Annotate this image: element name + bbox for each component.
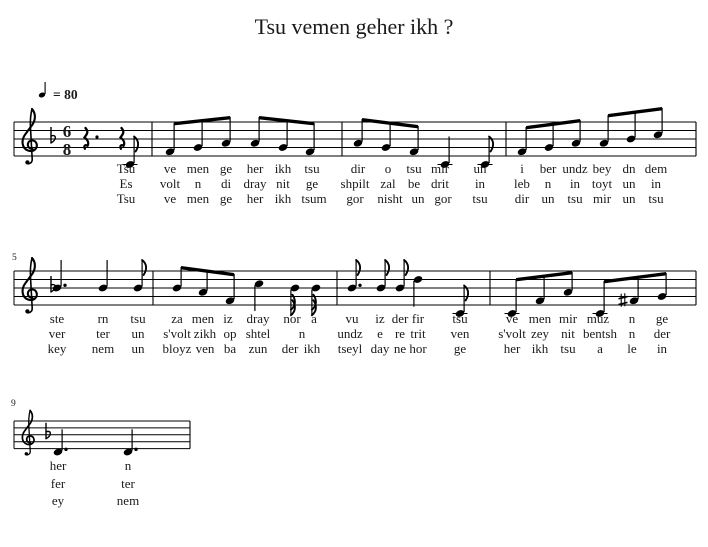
lyric-syllable: ge bbox=[655, 311, 669, 326]
lyric-syllable: ven bbox=[450, 326, 470, 341]
tempo-text: = 80 bbox=[53, 87, 78, 102]
time-signature-denominator: 8 bbox=[62, 140, 72, 159]
lyric-syllable: nit bbox=[276, 176, 290, 191]
lyric-syllable: di bbox=[220, 176, 232, 191]
quarter-rest-icon bbox=[120, 128, 124, 149]
lyric-syllable: toyt bbox=[591, 176, 613, 191]
lyric-syllable: nem bbox=[91, 341, 115, 356]
lyric-syllable: ne bbox=[393, 341, 407, 356]
note-flag bbox=[142, 260, 146, 275]
measure-number: 5 bbox=[12, 253, 17, 263]
lyric-syllable: e bbox=[377, 326, 383, 341]
lyric-syllable: her bbox=[49, 458, 67, 473]
lyric-syllable: bey bbox=[592, 161, 612, 176]
measure-number: 9 bbox=[11, 399, 16, 409]
lyric-syllable: dn bbox=[622, 161, 636, 176]
lyric-syllable: Es bbox=[119, 176, 133, 191]
lyric-syllable: iz bbox=[223, 311, 233, 326]
lyric-syllable: in bbox=[650, 176, 662, 191]
lyric-syllable: tsu bbox=[648, 191, 664, 206]
lyric-syllable: dem bbox=[644, 161, 668, 176]
quarter-rest-icon bbox=[84, 128, 88, 149]
lyric-syllable: bloyz bbox=[162, 341, 192, 356]
lyric-syllable: gor bbox=[434, 191, 452, 206]
lyric-syllable: undz bbox=[562, 161, 588, 176]
lyric-syllable: her bbox=[246, 161, 264, 176]
lyric-syllable: nor bbox=[283, 311, 301, 326]
lyric-syllable: i bbox=[520, 161, 524, 176]
lyric-syllable: muz bbox=[586, 311, 610, 326]
lyric-syllable: za bbox=[171, 311, 183, 326]
lyric-syllable: trit bbox=[410, 326, 426, 341]
lyric-syllable: ikh bbox=[274, 161, 292, 176]
note-dot bbox=[63, 284, 66, 287]
lyric-syllable: ikh bbox=[531, 341, 549, 356]
lyric-syllable: ge bbox=[453, 341, 467, 356]
lyric-syllable: der bbox=[391, 311, 409, 326]
time-signature-numerator: 6 bbox=[62, 122, 72, 141]
lyric-syllable: mir bbox=[558, 311, 578, 326]
lyric-syllable: volt bbox=[159, 176, 181, 191]
lyric-syllable: tseyl bbox=[337, 341, 363, 356]
lyric-syllable: tsu bbox=[304, 161, 320, 176]
treble-clef-icon bbox=[23, 109, 37, 151]
lyric-syllable: un bbox=[622, 176, 636, 191]
lyric-syllable: re bbox=[394, 326, 406, 341]
lyric-syllable: un bbox=[131, 341, 145, 356]
lyric-syllable: ven bbox=[195, 341, 215, 356]
lyric-syllable: dray bbox=[243, 176, 267, 191]
lyric-syllable: Tsu bbox=[116, 161, 136, 176]
lyric-syllable: shtel bbox=[245, 326, 271, 341]
lyric-syllable: ikh bbox=[274, 191, 292, 206]
lyric-syllable: men bbox=[191, 311, 215, 326]
note-flag bbox=[385, 260, 389, 275]
lyric-syllable: n bbox=[628, 311, 636, 326]
lyric-syllable: ey bbox=[51, 493, 65, 508]
note-dot bbox=[358, 284, 361, 287]
note-dot bbox=[64, 448, 67, 451]
lyric-syllable: ste bbox=[49, 311, 65, 326]
lyric-syllable: un bbox=[622, 191, 636, 206]
rest-dot bbox=[95, 135, 98, 138]
lyric-syllable: un bbox=[541, 191, 555, 206]
lyric-syllable: dray bbox=[246, 311, 270, 326]
lyric-syllable: dir bbox=[350, 161, 366, 176]
lyric-syllable: ve bbox=[163, 161, 177, 176]
lyric-syllable: un bbox=[473, 161, 487, 176]
lyric-syllable: fer bbox=[50, 476, 66, 491]
lyric-syllable: tsu bbox=[567, 191, 583, 206]
lyric-syllable: nem bbox=[116, 493, 140, 508]
lyric-syllable: ter bbox=[96, 326, 110, 341]
lyric-syllable: her bbox=[246, 191, 264, 206]
note-dot bbox=[134, 448, 137, 451]
lyric-syllable: zikh bbox=[193, 326, 217, 341]
lyric-syllable: in bbox=[474, 176, 486, 191]
lyric-syllable: ter bbox=[121, 476, 135, 491]
lyric-syllable: op bbox=[223, 326, 237, 341]
lyric-syllable: her bbox=[503, 341, 521, 356]
lyric-syllable: men bbox=[528, 311, 552, 326]
lyric-syllable: zal bbox=[380, 176, 396, 191]
lyric-syllable: men bbox=[186, 191, 210, 206]
lyric-syllable: iz bbox=[375, 311, 385, 326]
lyric-syllable: dir bbox=[514, 191, 530, 206]
treble-clef-icon bbox=[23, 258, 37, 300]
lyric-syllable: hor bbox=[409, 341, 427, 356]
lyric-syllable: le bbox=[627, 341, 637, 356]
lyric-syllable: n bbox=[194, 176, 202, 191]
lyric-syllable: n bbox=[298, 326, 306, 341]
note-flag bbox=[404, 260, 408, 275]
lyric-syllable: n bbox=[124, 458, 132, 473]
note-flag bbox=[356, 260, 360, 275]
lyric-syllable: day bbox=[370, 341, 390, 356]
lyric-syllable: ge bbox=[219, 161, 233, 176]
lyric-syllable: ve bbox=[163, 191, 177, 206]
lyric-syllable: nit bbox=[561, 326, 575, 341]
lyric-syllable: n bbox=[628, 326, 636, 341]
lyric-syllable: a bbox=[311, 311, 317, 326]
lyric-syllable: fir bbox=[411, 311, 425, 326]
lyric-syllable: tsum bbox=[301, 191, 327, 206]
lyric-syllable: vu bbox=[345, 311, 359, 326]
lyric-syllable: zun bbox=[248, 341, 268, 356]
lyric-syllable: be bbox=[407, 176, 421, 191]
lyric-syllable: in bbox=[569, 176, 581, 191]
lyric-syllable: zey bbox=[530, 326, 550, 341]
lyric-syllable: n bbox=[544, 176, 552, 191]
treble-clef-icon bbox=[25, 160, 29, 164]
treble-clef-icon bbox=[25, 309, 29, 313]
lyric-syllable: un bbox=[131, 326, 145, 341]
lyric-syllable: tsu bbox=[472, 191, 488, 206]
lyric-syllable: tsu bbox=[452, 311, 468, 326]
beam bbox=[604, 272, 666, 283]
lyric-syllable: s'volt bbox=[163, 326, 191, 341]
lyric-syllable: Tsu bbox=[116, 191, 136, 206]
lyric-syllable: tsu bbox=[130, 311, 146, 326]
lyric-syllable: drit bbox=[430, 176, 450, 191]
lyric-syllable: ber bbox=[539, 161, 557, 176]
lyric-syllable: shpilt bbox=[340, 176, 370, 191]
lyric-syllable: o bbox=[384, 161, 392, 176]
lyric-syllable: tsu bbox=[560, 341, 576, 356]
lyric-syllable: ba bbox=[223, 341, 237, 356]
lyric-syllable: ge bbox=[219, 191, 233, 206]
treble-clef-icon bbox=[25, 452, 28, 455]
lyric-syllable: ge bbox=[305, 176, 319, 191]
lyric-syllable: ikh bbox=[303, 341, 321, 356]
lyric-syllable: a bbox=[597, 341, 603, 356]
lyric-syllable: gor bbox=[346, 191, 364, 206]
lyric-syllable: leb bbox=[514, 176, 530, 191]
lyric-syllable: men bbox=[186, 161, 210, 176]
lyric-syllable: in bbox=[656, 341, 668, 356]
lyric-syllable: rn bbox=[97, 311, 109, 326]
lyric-syllable: mir bbox=[592, 191, 612, 206]
lyric-syllable: un bbox=[411, 191, 425, 206]
lyric-syllable: der bbox=[281, 341, 299, 356]
lyric-syllable: der bbox=[653, 326, 671, 341]
lyric-syllable: undz bbox=[337, 326, 363, 341]
lyric-syllable: key bbox=[47, 341, 67, 356]
lyric-syllable: s'volt bbox=[498, 326, 526, 341]
lyric-syllable: nisht bbox=[377, 191, 403, 206]
piece-title: Tsu vemen geher ikh ? bbox=[254, 14, 454, 39]
lyric-syllable: mir bbox=[430, 161, 450, 176]
lyric-syllable: ver bbox=[48, 326, 66, 341]
lyric-syllable: tsu bbox=[406, 161, 422, 176]
lyric-syllable: bentsh bbox=[583, 326, 617, 341]
lyric-syllable: ve bbox=[505, 311, 519, 326]
sharp-icon bbox=[619, 302, 628, 304]
